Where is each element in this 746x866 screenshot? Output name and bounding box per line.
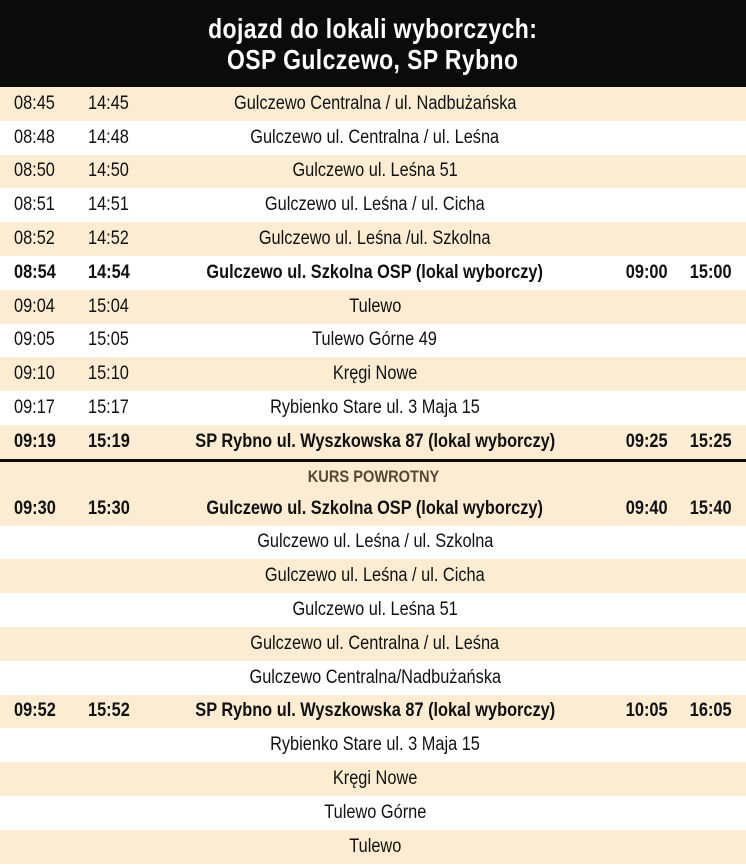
stop-name bbox=[160, 661, 590, 695]
stop-name bbox=[160, 121, 590, 155]
return-time-2 bbox=[676, 121, 732, 155]
departure-time-2-text: 14:50 bbox=[88, 160, 129, 182]
departure-time-2 bbox=[88, 762, 158, 796]
stop-name-text: Gulczewo ul. Szkolna OSP (lokal wyborczy) bbox=[206, 497, 544, 519]
departure-time-2 bbox=[88, 155, 158, 189]
return-time-2 bbox=[676, 492, 732, 526]
table-row bbox=[0, 627, 746, 661]
table-row bbox=[0, 695, 746, 729]
departure-time-2-text: 14:48 bbox=[88, 126, 129, 148]
departure-time-1-text: 08:54 bbox=[14, 261, 56, 283]
stop-name-text: SP Rybno ul. Wyszkowska 87 (lokal wyborczy) bbox=[195, 700, 555, 722]
departure-time-1 bbox=[14, 593, 84, 627]
departure-time-2 bbox=[88, 695, 158, 729]
return-time-1 bbox=[606, 324, 668, 358]
return-time-1 bbox=[606, 391, 668, 425]
departure-time-2 bbox=[88, 290, 158, 324]
departure-time-1 bbox=[14, 324, 84, 358]
return-time-1 bbox=[606, 357, 668, 391]
return-section bbox=[0, 492, 746, 864]
departure-time-1 bbox=[14, 290, 84, 324]
table-row bbox=[0, 830, 746, 864]
departure-time-2-text: 15:30 bbox=[88, 497, 130, 519]
stop-name-text: Gulczewo ul. Leśna 51 bbox=[292, 599, 458, 621]
return-time-2 bbox=[676, 661, 732, 695]
departure-time-1 bbox=[14, 87, 84, 121]
stop-name bbox=[160, 425, 590, 459]
stop-name bbox=[160, 492, 590, 526]
departure-time-2 bbox=[88, 222, 158, 256]
return-time-2 bbox=[676, 559, 732, 593]
stop-name-text: Gulczewo ul. Szkolna OSP (lokal wyborczy) bbox=[206, 261, 544, 283]
return-time-2 bbox=[676, 796, 732, 830]
stop-name-text: Kręgi Nowe bbox=[332, 363, 418, 385]
return-time-1 bbox=[606, 290, 668, 324]
stop-name-text: Tulewo bbox=[348, 295, 402, 317]
departure-time-2-text: 14:51 bbox=[88, 194, 129, 216]
stop-name-text: Rybienko Stare ul. 3 Maja 15 bbox=[270, 734, 480, 756]
table-row bbox=[0, 357, 746, 391]
departure-time-2-text: 15:10 bbox=[88, 363, 129, 385]
stop-name bbox=[160, 593, 590, 627]
return-time-1 bbox=[606, 526, 668, 560]
return-time-1 bbox=[606, 728, 668, 762]
departure-time-1 bbox=[14, 796, 84, 830]
departure-time-1 bbox=[14, 222, 84, 256]
stop-name bbox=[160, 324, 590, 358]
table-row bbox=[0, 188, 746, 222]
stop-name-text: Tulewo bbox=[348, 835, 402, 857]
return-time-1 bbox=[606, 661, 668, 695]
return-time-2 bbox=[676, 627, 732, 661]
departure-time-2 bbox=[88, 830, 158, 864]
stop-name-text: Gulczewo ul. Centralna / ul. Leśna bbox=[250, 126, 500, 148]
table-row bbox=[0, 222, 746, 256]
stop-name-text: Gulczewo ul. Leśna 51 bbox=[292, 160, 458, 182]
departure-time-2-text: 14:52 bbox=[88, 228, 129, 250]
stop-name-text: Rybienko Stare ul. 3 Maja 15 bbox=[270, 397, 480, 419]
departure-time-1 bbox=[14, 492, 84, 526]
departure-time-2-text: 15:52 bbox=[88, 700, 130, 722]
timetable bbox=[0, 87, 746, 864]
return-time-1 bbox=[606, 256, 668, 290]
return-time-1 bbox=[606, 559, 668, 593]
stop-name-text: Gulczewo Centralna/Nadbużańska bbox=[249, 666, 501, 688]
return-time-2 bbox=[676, 526, 732, 560]
return-time-1 bbox=[606, 830, 668, 864]
departure-time-2-text: 15:04 bbox=[88, 295, 129, 317]
table-row bbox=[0, 559, 746, 593]
departure-time-2 bbox=[88, 526, 158, 560]
stop-name-text: Kręgi Nowe bbox=[332, 768, 418, 790]
table-row bbox=[0, 796, 746, 830]
stop-name bbox=[160, 391, 590, 425]
departure-time-2 bbox=[88, 391, 158, 425]
title-line-1: dojazd do lokali wyborczych: bbox=[208, 12, 538, 44]
table-row bbox=[0, 425, 746, 459]
stop-name bbox=[160, 155, 590, 189]
departure-time-1-text: 09:04 bbox=[14, 295, 55, 317]
stop-name-text: Gulczewo ul. Centralna / ul. Leśna bbox=[250, 632, 500, 654]
departure-time-1-text: 08:51 bbox=[14, 194, 55, 216]
departure-time-2 bbox=[88, 121, 158, 155]
departure-time-1 bbox=[14, 391, 84, 425]
table-row bbox=[0, 593, 746, 627]
departure-time-1-text: 08:45 bbox=[14, 92, 55, 114]
departure-time-2-text: 15:17 bbox=[88, 397, 129, 419]
return-time-2 bbox=[676, 256, 732, 290]
return-time-1 bbox=[606, 155, 668, 189]
table-row bbox=[0, 762, 746, 796]
table-row bbox=[0, 256, 746, 290]
departure-time-2 bbox=[88, 559, 158, 593]
return-time-2 bbox=[676, 188, 732, 222]
table-row bbox=[0, 728, 746, 762]
departure-time-1-text: 09:19 bbox=[14, 430, 56, 452]
return-time-2-text: 15:00 bbox=[690, 261, 732, 283]
return-time-2 bbox=[676, 695, 732, 729]
return-time-2 bbox=[676, 87, 732, 121]
return-time-2 bbox=[676, 425, 732, 459]
departure-time-1-text: 09:30 bbox=[14, 497, 56, 519]
stop-name-text: Gulczewo ul. Leśna / ul. Cicha bbox=[265, 565, 485, 587]
departure-time-2 bbox=[88, 357, 158, 391]
return-time-1 bbox=[606, 695, 668, 729]
table-row bbox=[0, 121, 746, 155]
return-time-2 bbox=[676, 593, 732, 627]
departure-time-2 bbox=[88, 256, 158, 290]
return-time-2 bbox=[676, 762, 732, 796]
stop-name-text: Tulewo Górne bbox=[323, 801, 427, 823]
departure-time-2 bbox=[88, 796, 158, 830]
return-time-1 bbox=[606, 188, 668, 222]
return-time-1 bbox=[606, 627, 668, 661]
title-line-2: OSP Gulczewo, SP Rybno bbox=[227, 43, 519, 75]
table-row bbox=[0, 661, 746, 695]
departure-time-1-text: 08:48 bbox=[14, 126, 55, 148]
stop-name-text: Gulczewo Centralna / ul. Nadbużańska bbox=[233, 92, 517, 114]
departure-time-2-text: 15:05 bbox=[88, 329, 129, 351]
departure-time-1 bbox=[14, 155, 84, 189]
return-time-1 bbox=[606, 222, 668, 256]
stop-name bbox=[160, 627, 590, 661]
return-time-1-text: 10:05 bbox=[626, 700, 668, 722]
stop-name-text: Gulczewo ul. Leśna / ul. Cicha bbox=[265, 194, 485, 216]
departure-time-1 bbox=[14, 627, 84, 661]
table-row bbox=[0, 492, 746, 526]
departure-time-1 bbox=[14, 559, 84, 593]
page-title bbox=[0, 0, 746, 87]
return-time-2 bbox=[676, 290, 732, 324]
return-time-1 bbox=[606, 796, 668, 830]
return-time-1-text: 09:25 bbox=[626, 430, 668, 452]
stop-name-text: SP Rybno ul. Wyszkowska 87 (lokal wyborczy) bbox=[195, 430, 555, 452]
stop-name bbox=[160, 762, 590, 796]
departure-time-1-text: 08:52 bbox=[14, 228, 55, 250]
return-time-2 bbox=[676, 357, 732, 391]
departure-time-1 bbox=[14, 357, 84, 391]
table-row bbox=[0, 324, 746, 358]
stop-name bbox=[160, 357, 590, 391]
departure-time-1 bbox=[14, 830, 84, 864]
table-row bbox=[0, 155, 746, 189]
stop-name bbox=[160, 830, 590, 864]
return-time-1-text: 09:40 bbox=[626, 497, 668, 519]
return-time-2-text: 15:25 bbox=[690, 430, 732, 452]
return-time-2 bbox=[676, 222, 732, 256]
return-time-2 bbox=[676, 324, 732, 358]
departure-time-1 bbox=[14, 188, 84, 222]
departure-time-2 bbox=[88, 728, 158, 762]
departure-time-2 bbox=[88, 324, 158, 358]
return-time-2 bbox=[676, 830, 732, 864]
departure-time-1-text: 08:50 bbox=[14, 160, 55, 182]
departure-time-1-text: 09:17 bbox=[14, 397, 55, 419]
departure-time-1-text: 09:05 bbox=[14, 329, 55, 351]
departure-time-1 bbox=[14, 121, 84, 155]
return-time-1 bbox=[606, 762, 668, 796]
departure-time-1 bbox=[14, 425, 84, 459]
departure-time-2 bbox=[88, 425, 158, 459]
stop-name bbox=[160, 526, 590, 560]
stop-name bbox=[160, 87, 590, 121]
stop-name bbox=[160, 728, 590, 762]
stop-name bbox=[160, 256, 590, 290]
departure-time-2 bbox=[88, 661, 158, 695]
stop-name bbox=[160, 290, 590, 324]
departure-time-2-text: 14:45 bbox=[88, 92, 129, 114]
return-time-2-text: 15:40 bbox=[690, 497, 732, 519]
departure-time-1 bbox=[14, 256, 84, 290]
departure-time-2 bbox=[88, 188, 158, 222]
stop-name-text: Tulewo Górne 49 bbox=[312, 329, 438, 351]
stop-name bbox=[160, 695, 590, 729]
departure-time-1 bbox=[14, 762, 84, 796]
stop-name bbox=[160, 188, 590, 222]
departure-time-2-text: 15:19 bbox=[88, 430, 130, 452]
return-time-1 bbox=[606, 492, 668, 526]
departure-time-2 bbox=[88, 627, 158, 661]
return-time-1 bbox=[606, 425, 668, 459]
stop-name bbox=[160, 222, 590, 256]
stop-name bbox=[160, 796, 590, 830]
table-row bbox=[0, 526, 746, 560]
return-time-1 bbox=[606, 593, 668, 627]
return-section-title bbox=[0, 462, 746, 492]
return-title-label: KURS POWROTNY bbox=[307, 466, 439, 486]
departure-time-1-text: 09:10 bbox=[14, 363, 55, 385]
stop-name-text: Gulczewo ul. Leśna /ul. Szkolna bbox=[259, 228, 491, 250]
stop-name-text: Gulczewo ul. Leśna / ul. Szkolna bbox=[256, 531, 494, 553]
outbound-section bbox=[0, 87, 746, 459]
departure-time-2 bbox=[88, 492, 158, 526]
table-row bbox=[0, 290, 746, 324]
return-time-1 bbox=[606, 121, 668, 155]
departure-time-1 bbox=[14, 728, 84, 762]
table-row bbox=[0, 87, 746, 121]
return-time-1-text: 09:00 bbox=[626, 261, 668, 283]
return-time-2 bbox=[676, 155, 732, 189]
departure-time-1-text: 09:52 bbox=[14, 700, 56, 722]
stop-name bbox=[160, 559, 590, 593]
departure-time-2 bbox=[88, 593, 158, 627]
return-time-1 bbox=[606, 87, 668, 121]
return-time-2-text: 16:05 bbox=[690, 700, 732, 722]
return-time-2 bbox=[676, 728, 732, 762]
departure-time-1 bbox=[14, 661, 84, 695]
departure-time-1 bbox=[14, 695, 84, 729]
departure-time-2 bbox=[88, 87, 158, 121]
departure-time-2-text: 14:54 bbox=[88, 261, 130, 283]
departure-time-1 bbox=[14, 526, 84, 560]
return-time-2 bbox=[676, 391, 732, 425]
table-row bbox=[0, 391, 746, 425]
